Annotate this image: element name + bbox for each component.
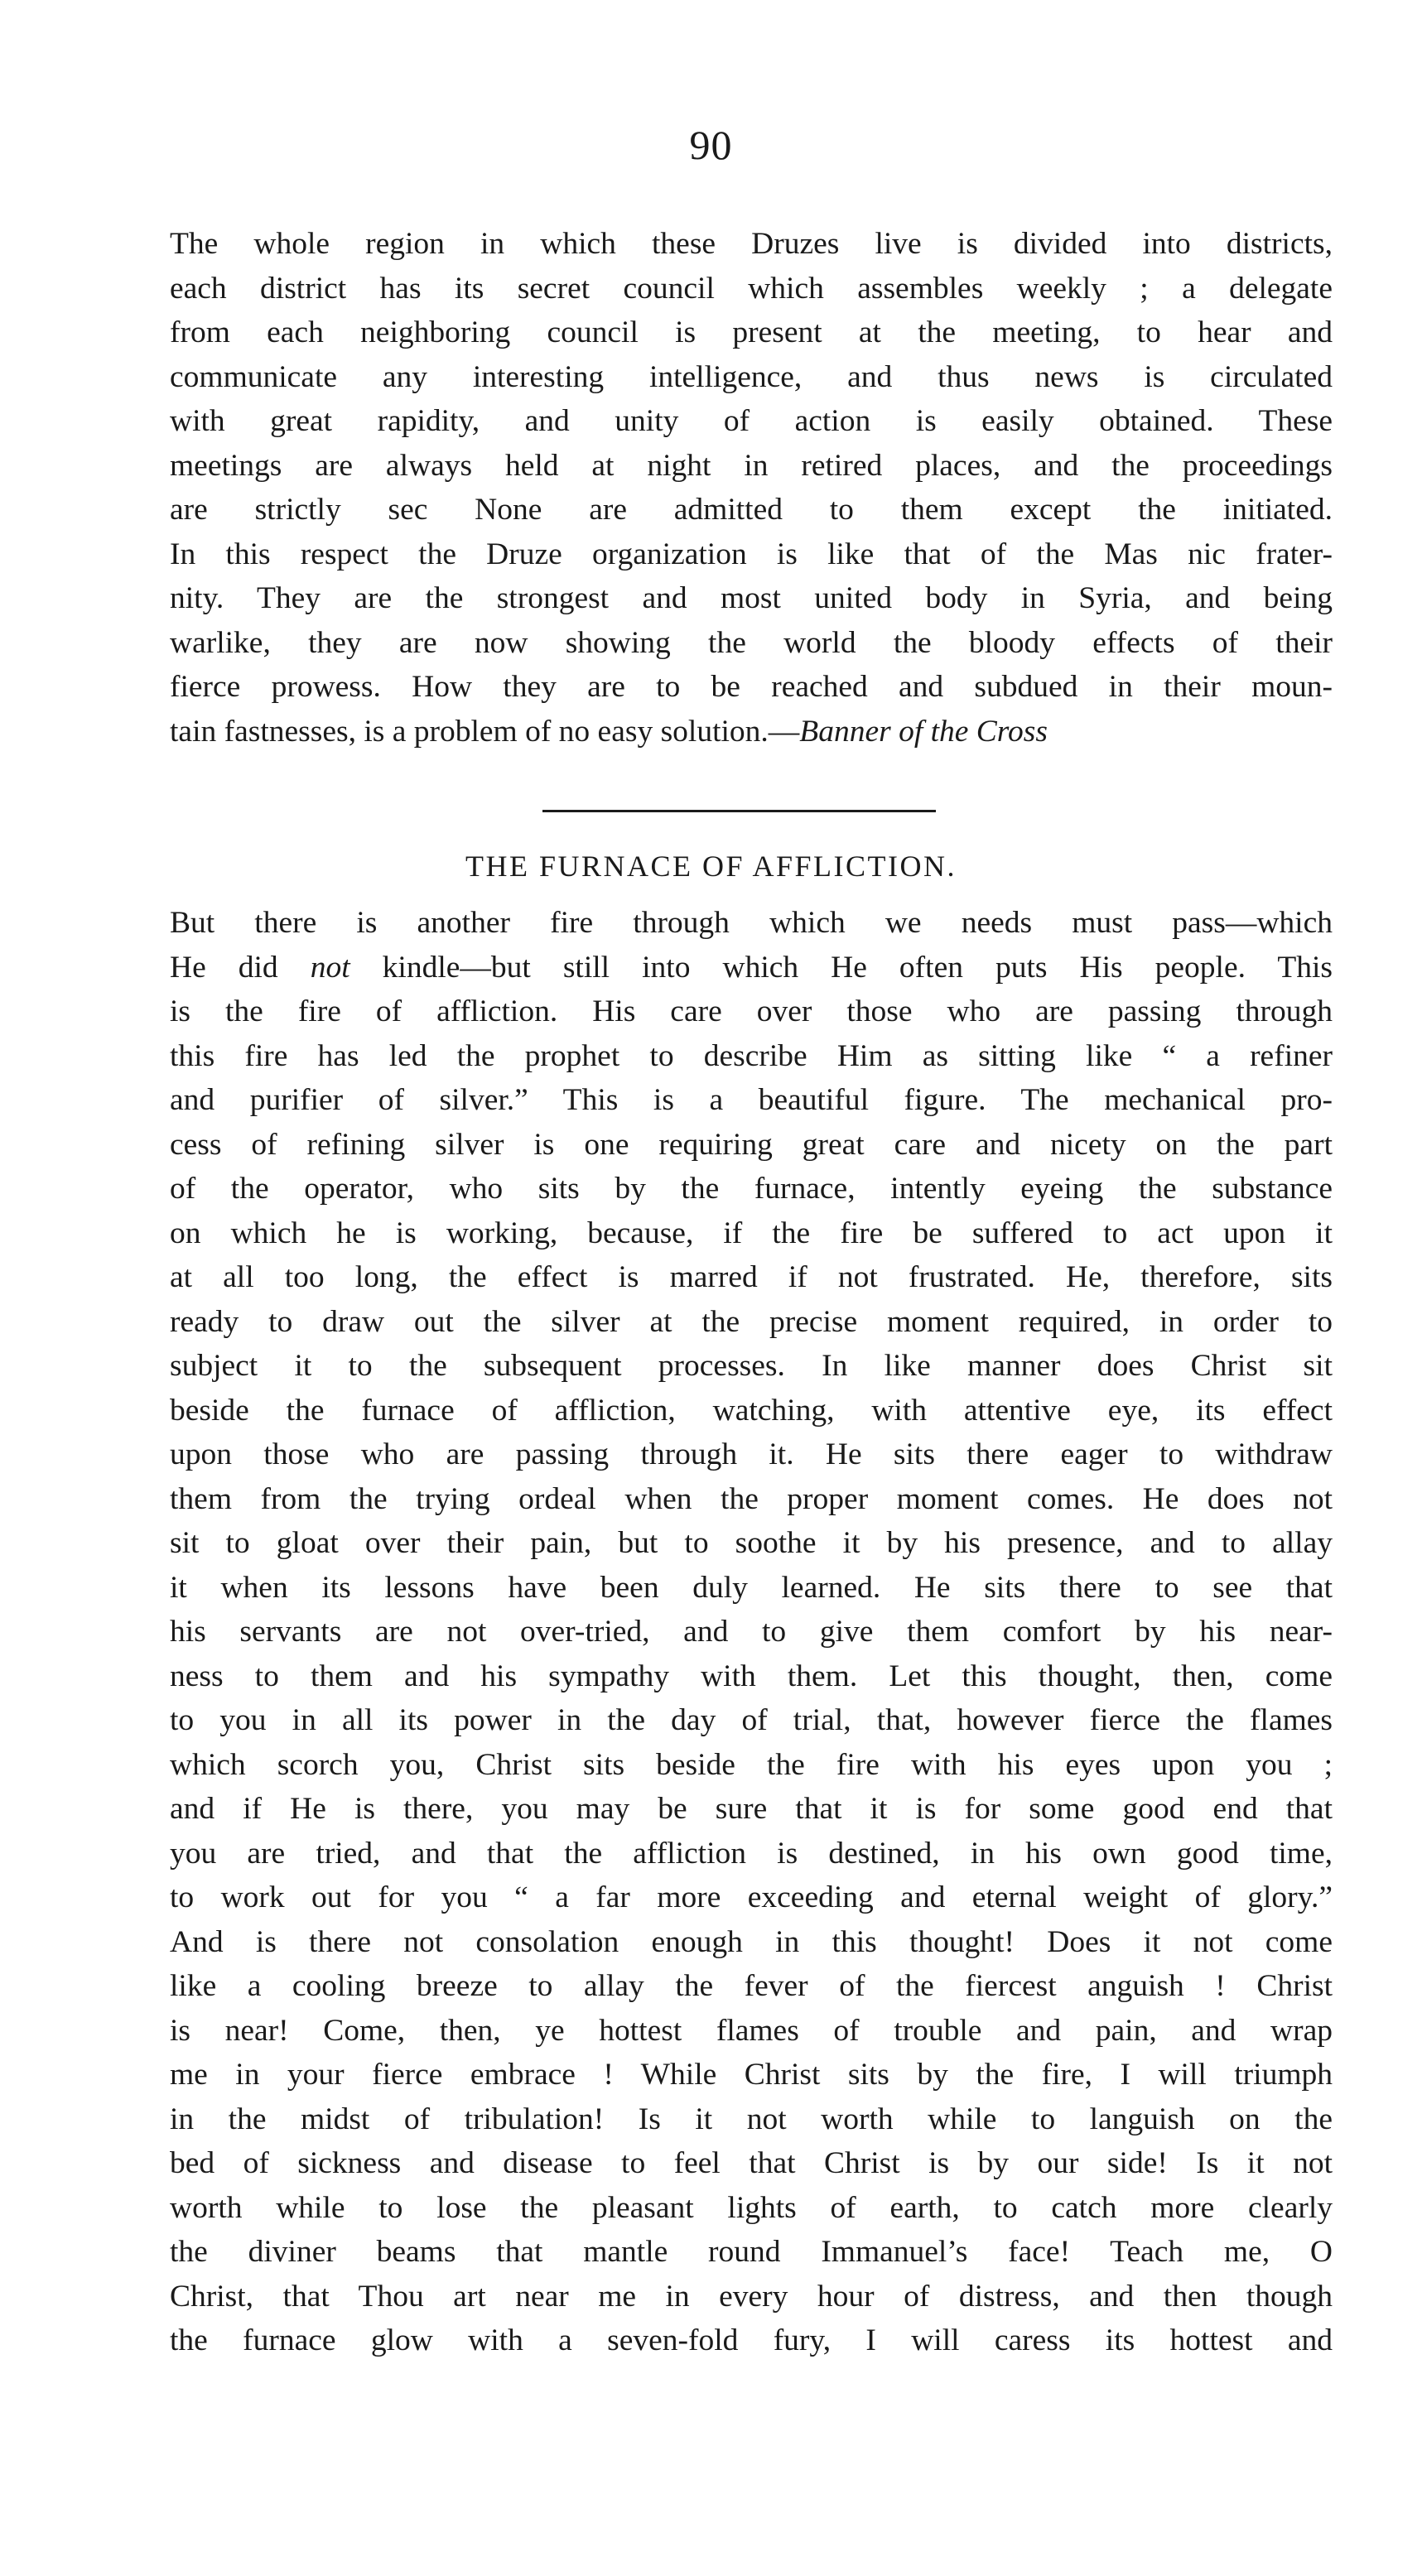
text-line: on which he is working, because, if the fire be suffered to act upon it bbox=[170, 1216, 1333, 1250]
text-line: bed of sickness and disease to feel that Christ is by our side! Is it not bbox=[170, 2146, 1333, 2180]
text-line: it when its lessons have been duly learned. He sits there to see that bbox=[170, 1570, 1333, 1605]
section-heading: THE FURNACE OF AFFLICTION. bbox=[465, 850, 957, 883]
text-line: The whole region in which these Druzes live is divided into districts, bbox=[170, 227, 1333, 261]
text-line: this fire has led the prophet to describe Him as sitting like “ a refiner bbox=[170, 1038, 1333, 1073]
text-line: communicate any interesting intelligence, and thus news is circulated bbox=[170, 359, 1333, 394]
text-line: to work out for you “ a far more exceeding and eternal weight of glory.” bbox=[170, 1880, 1333, 1914]
text-line: worth while to lose the pleasant lights of earth, to catch more clearly bbox=[170, 2190, 1333, 2225]
text-line: and purifier of silver.” This is a beautiful figure. The mechanical pro- bbox=[170, 1083, 1333, 1117]
source-attribution: Banner of the Cross bbox=[799, 714, 1048, 749]
text-line: is near! Come, then, ye hottest flames of trouble and pain, and wrap bbox=[170, 2013, 1333, 2048]
text-line: And is there not consolation enough in this thought! Does it not come bbox=[170, 1924, 1333, 1959]
text-line: nity. They are the strongest and most united body in Syria, and being bbox=[170, 581, 1333, 615]
text-line: sit to gloat over their pain, but to soothe it by his presence, and to allay bbox=[170, 1526, 1333, 1560]
emphasis-text: not bbox=[310, 950, 350, 985]
text-line: which scorch you, Christ sits beside the fire with his eyes upon you ; bbox=[170, 1747, 1333, 1782]
furnace-article bbox=[170, 901, 1333, 2363]
text-line: ready to draw out the silver at the precise moment required, in order to bbox=[170, 1304, 1333, 1339]
text-line: at all too long, the effect is marred if not frustrated. He, therefore, sits bbox=[170, 1260, 1333, 1294]
text-line: like a cooling breeze to allay the fever of the fiercest anguish ! Christ bbox=[170, 1969, 1333, 2003]
text-line: In this respect the Druze organization is like that of the Mas nic frater- bbox=[170, 537, 1333, 571]
text-line: and if He is there, you may be sure that it is for some good end that bbox=[170, 1792, 1333, 1826]
text-line: beside the furnace of affliction, watching, with attentive eye, its effect bbox=[170, 1393, 1333, 1428]
druze-article bbox=[170, 222, 1333, 754]
text-line: warlike, they are now showing the world the bloody effects of their bbox=[170, 625, 1333, 660]
text-line: the furnace glow with a seven-fold fury, I will caress its hottest and bbox=[170, 2323, 1333, 2357]
text-line: from each neighboring council is present at the meeting, to hear and bbox=[170, 315, 1333, 349]
text-line bbox=[170, 710, 1333, 754]
text-line: subject it to the subsequent processes. In like manner does Christ sit bbox=[170, 1349, 1333, 1383]
page-number: 90 bbox=[689, 122, 733, 168]
text-line: you are tried, and that the affliction is destined, in his own good time, bbox=[170, 1836, 1333, 1871]
text-fragment: kindle—but still into which He often puts His people. This bbox=[349, 950, 1333, 985]
text-line: are strictly sec None are admitted to them except the initiated. bbox=[170, 493, 1333, 527]
text-fragment: tain fastnesses, is a problem of no easy solution.— bbox=[170, 714, 800, 749]
text-line: the diviner beams that mantle round Immanuel’s face! Teach me, O bbox=[170, 2235, 1333, 2269]
text-line: of the operator, who sits by the furnace, intently eyeing the substance bbox=[170, 1172, 1333, 1206]
text-line: his servants are not over-tried, and to give them comfort by his near- bbox=[170, 1615, 1333, 1649]
text-line: with great rapidity, and unity of action is easily obtained. These bbox=[170, 404, 1333, 438]
text-line: But there is another fire through which we needs must pass—which bbox=[170, 906, 1333, 940]
text-line: Christ, that Thou art near me in every hour of distress, and then though bbox=[170, 2279, 1333, 2314]
text-line: is the fire of affliction. His care over those who are passing through bbox=[170, 994, 1333, 1028]
text-line: to you in all its power in the day of trial, that, however fierce the flames bbox=[170, 1703, 1333, 1737]
text-line: ness to them and his sympathy with them. Let this thought, then, come bbox=[170, 1659, 1333, 1693]
text-line: cess of refining silver is one requiring great care and nicety on the part bbox=[170, 1127, 1333, 1162]
text-line: each district has its secret council which assembles weekly ; a delegate bbox=[170, 271, 1333, 306]
text-line: fierce prowess. How they are to be reached and subdued in their moun- bbox=[170, 670, 1333, 704]
text-line: upon those who are passing through it. He sits there eager to withdraw bbox=[170, 1437, 1333, 1471]
text-line: in the midst of tribulation! Is it not worth while to languish on the bbox=[170, 2102, 1333, 2136]
text-line: them from the trying ordeal when the proper moment comes. He does not bbox=[170, 1481, 1333, 1516]
section-divider bbox=[542, 810, 936, 812]
text-line: meetings are always held at night in retired places, and the proceedings bbox=[170, 448, 1333, 483]
text-fragment: He did bbox=[170, 950, 311, 985]
text-line bbox=[170, 946, 1333, 990]
text-line: me in your fierce embrace ! While Christ sits by the fire, I will triumph bbox=[170, 2058, 1333, 2092]
